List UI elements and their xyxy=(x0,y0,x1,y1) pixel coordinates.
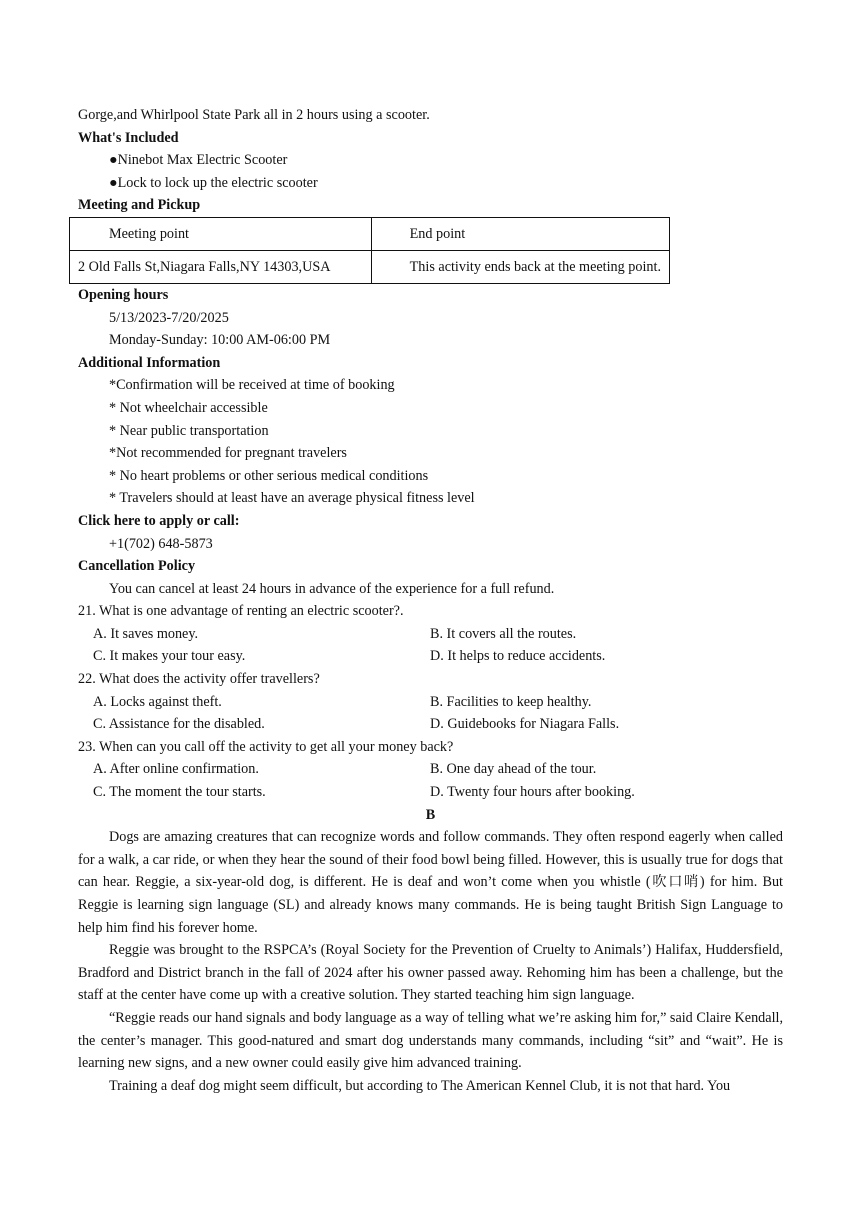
table-header-row xyxy=(70,217,670,250)
hours-line: 5/13/2023-7/20/2025 xyxy=(109,309,229,326)
apply-phone: +1(702) 648-5873 xyxy=(109,535,213,552)
options-row xyxy=(78,758,783,781)
option-a: A. It saves money. xyxy=(93,625,199,642)
additional-heading: Additional Information xyxy=(78,354,221,371)
section-b-label: B xyxy=(425,806,436,823)
question-22 xyxy=(78,668,783,736)
options-row xyxy=(78,691,783,714)
passage-paragraph: Training a deaf dog might seem difficult, but according to The American Kennel Club, it is not that hard. You xyxy=(109,1077,731,1094)
table-header-cell: End point xyxy=(371,217,669,250)
option-b: B. Facilities to keep healthy. xyxy=(430,693,592,710)
additional-item: *Not recommended for pregnant travelers xyxy=(109,445,347,462)
option-b: B. It covers all the routes. xyxy=(430,625,577,642)
intro-tail-text: Gorge,and Whirlpool State Park all in 2 hours using a scooter. xyxy=(78,107,430,123)
options-row xyxy=(78,645,783,668)
option-d: D. It helps to reduce accidents. xyxy=(430,648,606,665)
additional-item: * Travelers should at least have an average physical fitness level xyxy=(109,490,475,507)
included-item: ●Lock to lock up the electric scooter xyxy=(109,174,318,191)
hours-line: Monday-Sunday: 10:00 AM-06:00 PM xyxy=(109,332,331,349)
table-row xyxy=(70,250,670,283)
option-a: A. After online confirmation. xyxy=(93,761,259,778)
question-21 xyxy=(78,600,783,668)
additional-item: * No heart problems or other serious medical conditions xyxy=(109,467,429,484)
passage-b xyxy=(78,826,783,1097)
meeting-table xyxy=(69,217,670,284)
option-c: C. The moment the tour starts. xyxy=(93,784,266,801)
table-header-cell: Meeting point xyxy=(70,217,372,250)
passage-paragraph: Dogs are amazing creatures that can recognize words and follow commands. They often respond eagerly when called for a walk, a car ride, or when they hear the sound of their food bowl being filled. However, this is usually true for dogs that can hear. Reggie, a six-year-old dog, is different. He is deaf and won’t come when you whistle (吹口哨) for him. But Reggie is learning sign language (SL) and already knows many commands. He is being taught British Sign Language to help him find his forever home. xyxy=(78,829,783,936)
additional-item: * Near public transportation xyxy=(109,422,269,439)
options-row xyxy=(78,623,783,646)
option-d: D. Twenty four hours after booking. xyxy=(430,784,635,801)
options-row xyxy=(78,713,783,736)
table-cell: This activity ends back at the meeting point. xyxy=(371,250,669,283)
question-stem: 22. What does the activity offer travellers? xyxy=(78,671,320,688)
options-row xyxy=(78,781,783,804)
option-d: D. Guidebooks for Niagara Falls. xyxy=(430,716,620,733)
apply-heading: Click here to apply or call: xyxy=(78,512,240,529)
cancellation-text: You can cancel at least 24 hours in advance of the experience for a full refund. xyxy=(109,580,555,597)
question-stem: 23. When can you call off the activity to get all your money back? xyxy=(78,738,454,755)
option-a: A. Locks against theft. xyxy=(93,693,222,710)
passage-paragraph: “Reggie reads our hand signals and body language as a way of telling what we’re asking him for,” said Claire Kendall, the center’s manager. This good-natured and smart dog understands many commands, including “sit” and “wait”. He is learning new signs, and a new owner could easily give him advanced training. xyxy=(78,1009,783,1072)
table-cell: 2 Old Falls St,Niagara Falls,NY 14303,USA xyxy=(70,250,372,283)
meeting-heading: Meeting and Pickup xyxy=(78,197,201,214)
document-page xyxy=(78,104,783,1097)
question-stem: 21. What is one advantage of renting an electric scooter?. xyxy=(78,603,404,620)
additional-item: * Not wheelchair accessible xyxy=(109,399,268,416)
option-c: C. Assistance for the disabled. xyxy=(93,716,265,733)
included-item: ●Ninebot Max Electric Scooter xyxy=(109,152,288,169)
question-23 xyxy=(78,736,783,804)
option-c: C. It makes your tour easy. xyxy=(93,648,246,665)
hours-heading: Opening hours xyxy=(78,286,169,303)
passage-paragraph: Reggie was brought to the RSPCA’s (Royal Society for the Prevention of Cruelty to Animals’) Halifax, Huddersfield, Bradford and District branch in the fall of 2024 after his owner passed away. Rehoming him has been a challenge, but the staff at the center have come up with a creative solution. They started teaching him sign language. xyxy=(78,942,783,1004)
cancellation-heading: Cancellation Policy xyxy=(78,558,196,575)
option-b: B. One day ahead of the tour. xyxy=(430,761,597,778)
included-heading: What's Included xyxy=(78,129,179,146)
additional-item: *Confirmation will be received at time of booking xyxy=(109,377,395,394)
